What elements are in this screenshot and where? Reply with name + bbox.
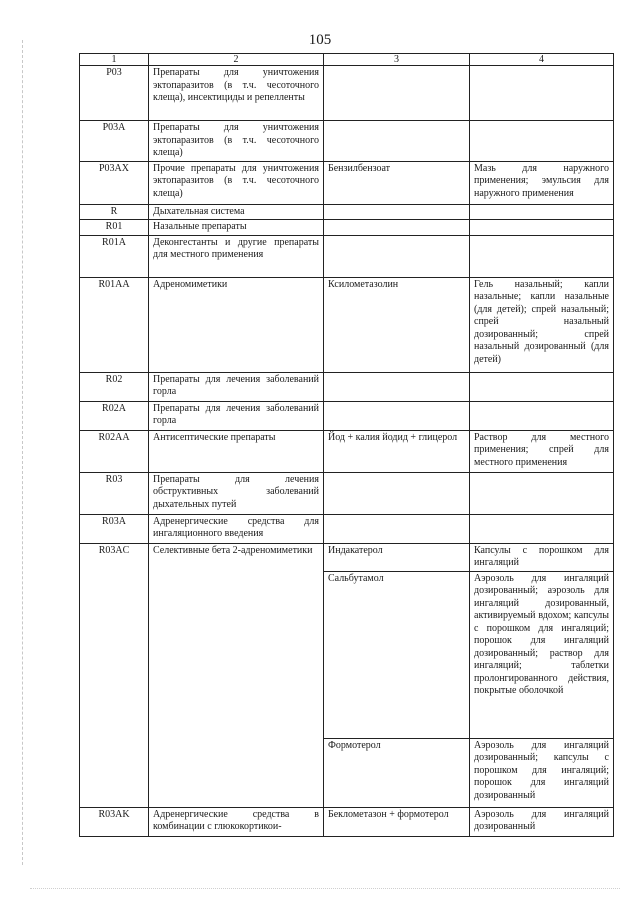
atc-code: R02 bbox=[80, 372, 149, 401]
page-number: 105 bbox=[308, 32, 332, 48]
group-name: Адренергические средства для ингаляционного введения bbox=[149, 514, 324, 543]
table-row bbox=[80, 220, 614, 236]
atc-code: P03AX bbox=[80, 161, 149, 204]
drug-name: Сальбутамол bbox=[324, 571, 470, 738]
dosage-form bbox=[470, 121, 614, 162]
dosage-form bbox=[470, 401, 614, 430]
table-row bbox=[80, 372, 614, 401]
table-row bbox=[80, 514, 614, 543]
atc-code: R03AC bbox=[80, 543, 149, 807]
table-row bbox=[80, 807, 614, 836]
drug-name bbox=[324, 472, 470, 514]
table-row bbox=[80, 204, 614, 220]
dosage-form bbox=[470, 472, 614, 514]
atc-code: P03 bbox=[80, 66, 149, 121]
dosage-form: Аэрозоль для ингаляций дозированный; аэрозоль для ингаляций дозированный, активируемый вдохом; капсулы с порошком для ингаляций; порошок для ингаляций дозированный; раствор для ингаляций; таблетки пролонгированного действия, покрытые оболочкой bbox=[470, 571, 614, 738]
atc-code: R01 bbox=[80, 220, 149, 236]
group-name: Препараты для лечения обструктивных заболеваний дыхательных путей bbox=[149, 472, 324, 514]
table-row bbox=[80, 66, 614, 121]
drug-name bbox=[324, 372, 470, 401]
atc-code: R02A bbox=[80, 401, 149, 430]
dosage-form: Аэрозоль для ингаляций дозированный bbox=[470, 807, 614, 836]
group-name: Прочие препараты для уничтожения эктопаразитов (в т.ч. чесоточного клеща) bbox=[149, 161, 324, 204]
drug-table bbox=[79, 53, 614, 837]
drug-name: Ксилометазолин bbox=[324, 277, 470, 372]
drug-name bbox=[324, 514, 470, 543]
table-row bbox=[80, 161, 614, 204]
group-name: Препараты для уничтожения эктопаразитов (в т.ч. чесоточного клеща), инсектициды и репелленты bbox=[149, 66, 324, 121]
table-row bbox=[80, 543, 614, 571]
group-name: Адреномиметики bbox=[149, 277, 324, 372]
dosage-form: Гель назальный; капли назальные; капли назальные (для детей); спрей назальный; спрей назальный дозированный; спрей назальный дозированный (для детей) bbox=[470, 277, 614, 372]
atc-code: P03A bbox=[80, 121, 149, 162]
drug-name bbox=[324, 235, 470, 277]
drug-name bbox=[324, 66, 470, 121]
atc-code: R01A bbox=[80, 235, 149, 277]
drug-name: Формотерол bbox=[324, 738, 470, 807]
group-name: Препараты для уничтожения эктопаразитов (в т.ч. чесоточного клеща) bbox=[149, 121, 324, 162]
drug-name bbox=[324, 204, 470, 220]
scan-border bbox=[30, 888, 620, 889]
dosage-form bbox=[470, 235, 614, 277]
table-row bbox=[80, 235, 614, 277]
dosage-form bbox=[470, 204, 614, 220]
drug-name: Беклометазон + формотерол bbox=[324, 807, 470, 836]
margin-line bbox=[22, 40, 23, 865]
column-header: 1 bbox=[80, 54, 149, 66]
atc-code: R bbox=[80, 204, 149, 220]
dosage-form bbox=[470, 372, 614, 401]
dosage-form: Капсулы с порошком для ингаляций bbox=[470, 543, 614, 571]
table-header-row bbox=[80, 54, 614, 66]
dosage-form: Раствор для местного применения; спрей для местного применения bbox=[470, 430, 614, 472]
drug-name bbox=[324, 220, 470, 236]
column-header: 4 bbox=[470, 54, 614, 66]
atc-code: R01AA bbox=[80, 277, 149, 372]
atc-code: R02AA bbox=[80, 430, 149, 472]
drug-name: Бензилбензоат bbox=[324, 161, 470, 204]
dosage-form bbox=[470, 220, 614, 236]
atc-code: R03A bbox=[80, 514, 149, 543]
drug-name: Йод + калия йодид + глицерол bbox=[324, 430, 470, 472]
dosage-form bbox=[470, 66, 614, 121]
group-name: Антисептические препараты bbox=[149, 430, 324, 472]
group-name: Адренергические средства в комбинации с глюкокортикои- bbox=[149, 807, 324, 836]
drug-name bbox=[324, 121, 470, 162]
group-name: Селективные бета 2-адреномиметики bbox=[149, 543, 324, 807]
dosage-form: Аэрозоль для ингаляций дозированный; капсулы с порошком для ингаляций; порошок для ингаляций дозированный bbox=[470, 738, 614, 807]
table-row bbox=[80, 277, 614, 372]
column-header: 2 bbox=[149, 54, 324, 66]
table-row bbox=[80, 472, 614, 514]
drug-name bbox=[324, 401, 470, 430]
atc-code: R03 bbox=[80, 472, 149, 514]
table-row bbox=[80, 401, 614, 430]
group-name: Дыхательная система bbox=[149, 204, 324, 220]
atc-code: R03AK bbox=[80, 807, 149, 836]
group-name: Назальные препараты bbox=[149, 220, 324, 236]
dosage-form bbox=[470, 514, 614, 543]
group-name: Препараты для лечения заболеваний горла bbox=[149, 372, 324, 401]
table-row bbox=[80, 121, 614, 162]
group-name: Препараты для лечения заболеваний горла bbox=[149, 401, 324, 430]
group-name: Деконгестанты и другие препараты для местного применения bbox=[149, 235, 324, 277]
table-row bbox=[80, 430, 614, 472]
drug-name: Индакатерол bbox=[324, 543, 470, 571]
dosage-form: Мазь для наружного применения; эмульсия для наружного применения bbox=[470, 161, 614, 204]
column-header: 3 bbox=[324, 54, 470, 66]
